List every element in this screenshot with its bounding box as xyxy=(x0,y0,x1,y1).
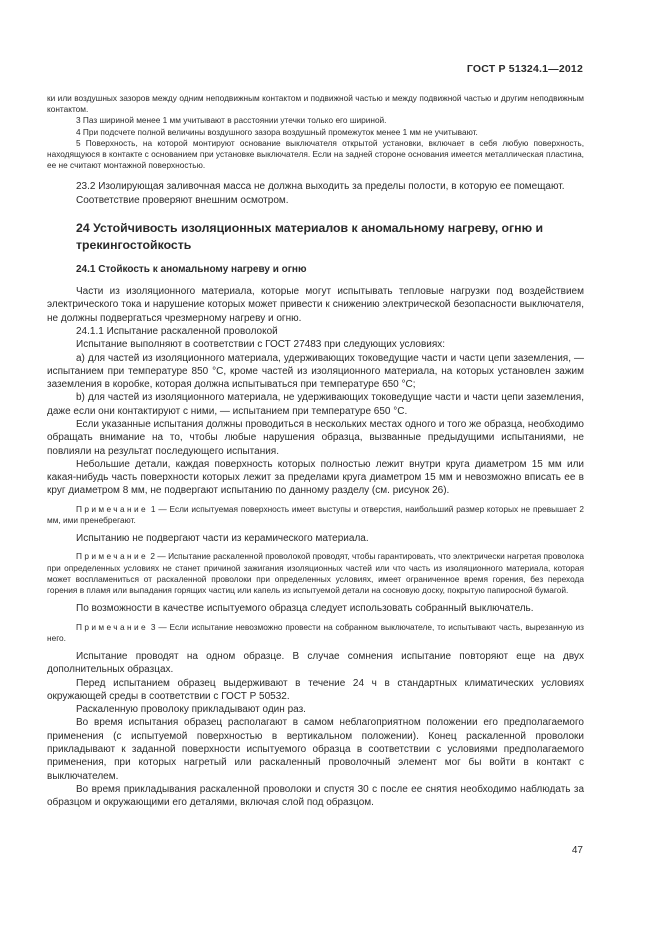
test-conditions: Испытание выполняют в соответствии с ГОСТ 27483 при следующих условиях: xyxy=(76,339,446,351)
note-label: Примечание xyxy=(76,621,149,632)
assembled-sample-text: По возможности в качестве испытуемого образца следует использовать собранный выключатель. xyxy=(76,603,534,615)
page-content xyxy=(47,93,584,810)
clause-24-1-1-title: 24.1.1 Испытание раскаленной проволокой xyxy=(76,325,278,337)
note-5: 5 Поверхность, на которой монтируют основание выключателя открытой установки, включает в себя любую поверхность, находящуюся в контакте с основанием при установке выключателя. Если на задней стороне основания имеется металлическая пластина, ее не считают монтажной поверхностью. xyxy=(47,137,584,171)
position-text: Во время испытания образец располагают в самом неблагоприятном положении его предполагаемого применения (с испытуемой поверхностью в вертикальном положении). Конец раскаленной проволоки прикладывают к заданной поверхности испытуемого образца в соответствии с условиями предполагаемого применения, при которых нагретый или раскаленный проволочный элемент мог бы войти в контакт с выключателем. xyxy=(47,717,584,782)
note-1: Примечание 1 — Если испытуемая поверхность имеет выступы и отверстия, наибольший размер которых не превышает 2 мм, ими пренебрегают. xyxy=(47,503,584,525)
clause-23-2: 23.2 Изолирующая заливочная масса не должна выходить за пределы полости, в которую ее помещают. xyxy=(76,181,565,193)
several-places-text: Если указанные испытания должны проводиться в нескольких местах одного и того же образца, необходимо обращать внимание на то, чтобы любые нарушения образца, вызванные предыдущими испытаниями, не повлияли на результат последующего испытания. xyxy=(47,418,584,457)
apply-once-text: Раскаленную проволоку прикладывают один раз. xyxy=(76,704,306,716)
conditioning-text: Перед испытанием образец выдерживают в течение 24 ч в стандартных климатических условиях окружающей среды в соответствии с ГОСТ Р 50532. xyxy=(47,677,584,702)
condition-b: b) для частей из изоляционного материала, не удерживающих токоведущие части и части цепи заземления, даже если они контактируют с ними, — испытанием при температуре 650 °С. xyxy=(47,392,584,417)
standard-header: ГОСТ Р 51324.1—2012 xyxy=(466,63,583,75)
ceramic-text: Испытанию не подвергают части из керамического материала. xyxy=(76,533,369,545)
note-label: Примечание xyxy=(76,503,149,514)
condition-a: а) для частей из изоляционного материала, удерживающих токоведущие части и части цепи заземления, — испытанием при температуре 850 °С, кроме частей из изоляционного материала, на которых установлен зажим заземления в коробке, которая должна испытываться при температуре 650 °С; xyxy=(47,352,584,391)
note-3-bottom: Примечание 3 — Если испытание невозможно провести на собранном выключателе, то испытывают часть, вырезанную из него. xyxy=(47,621,584,643)
subsection-24-1-title: 24.1 Стойкость к аномальному нагреву и огню xyxy=(76,264,307,276)
note-2: Примечание 2 — Испытание раскаленной проволокой проводят, чтобы гарантировать, что электрически нагретая проволока при определенных условиях не станет причиной зажигания изоляционных частей или что часть из изоляционного материала, которая может воспламениться от раскаленной проволоки при определенных условиях, имеет ограниченное время горения, без перехода горения в пламя или выпадания горящих частиц или капель из испытуемой детали на сосновую доску, покрытую папиросной бумагой. xyxy=(47,551,584,596)
small-parts-text: Небольшие детали, каждая поверхность которых полностью лежит внутри круга диаметром 15 мм или какая-нибудь часть поверхности которых лежит за пределами круга диаметром 15 мм и невозможно вписать ее в круг диаметром 8 мм, не подвергают испытанию по данному разделу (см. рисунок 26). xyxy=(47,458,584,497)
page-number: 47 xyxy=(571,845,583,856)
clause-24-1-text: Части из изоляционного материала, которые могут испытывать тепловые нагрузки под воздействием электрического тока и нарушение которых может привести к снижению электрической безопасности выключателя, не должны подвергаться чрезмерному нагреву и огню. xyxy=(47,286,584,324)
section-24-title: 24 Устойчивость изоляционных материалов к аномальному нагреву, огню и трекингостойкость xyxy=(76,221,544,253)
clause-23-check: Соответствие проверяют внешним осмотром. xyxy=(76,194,289,206)
note-3: 3 Паз шириной менее 1 мм учитывают в расстоянии утечки только его шириной. xyxy=(76,115,387,126)
observe-text: Во время прикладывания раскаленной проволоки и спустя 30 с после ее снятия необходимо наблюдать за образцом и окружающими его деталями, включая слой под образцом. xyxy=(47,783,584,809)
note-label: Примечание xyxy=(76,551,149,562)
one-sample-text: Испытание проводят на одном образце. В случае сомнения испытание повторяют еще на двух дополнительных образцах. xyxy=(47,650,584,676)
note-4: 4 При подсчете полной величины воздушного зазора воздушный промежуток менее 1 мм не учитывают. xyxy=(76,126,478,137)
note-continuation: ки или воздушных зазоров между одним неподвижным контактом и подвижной частью и между подвижной частью и другим неподвижным контактом. xyxy=(47,93,584,115)
